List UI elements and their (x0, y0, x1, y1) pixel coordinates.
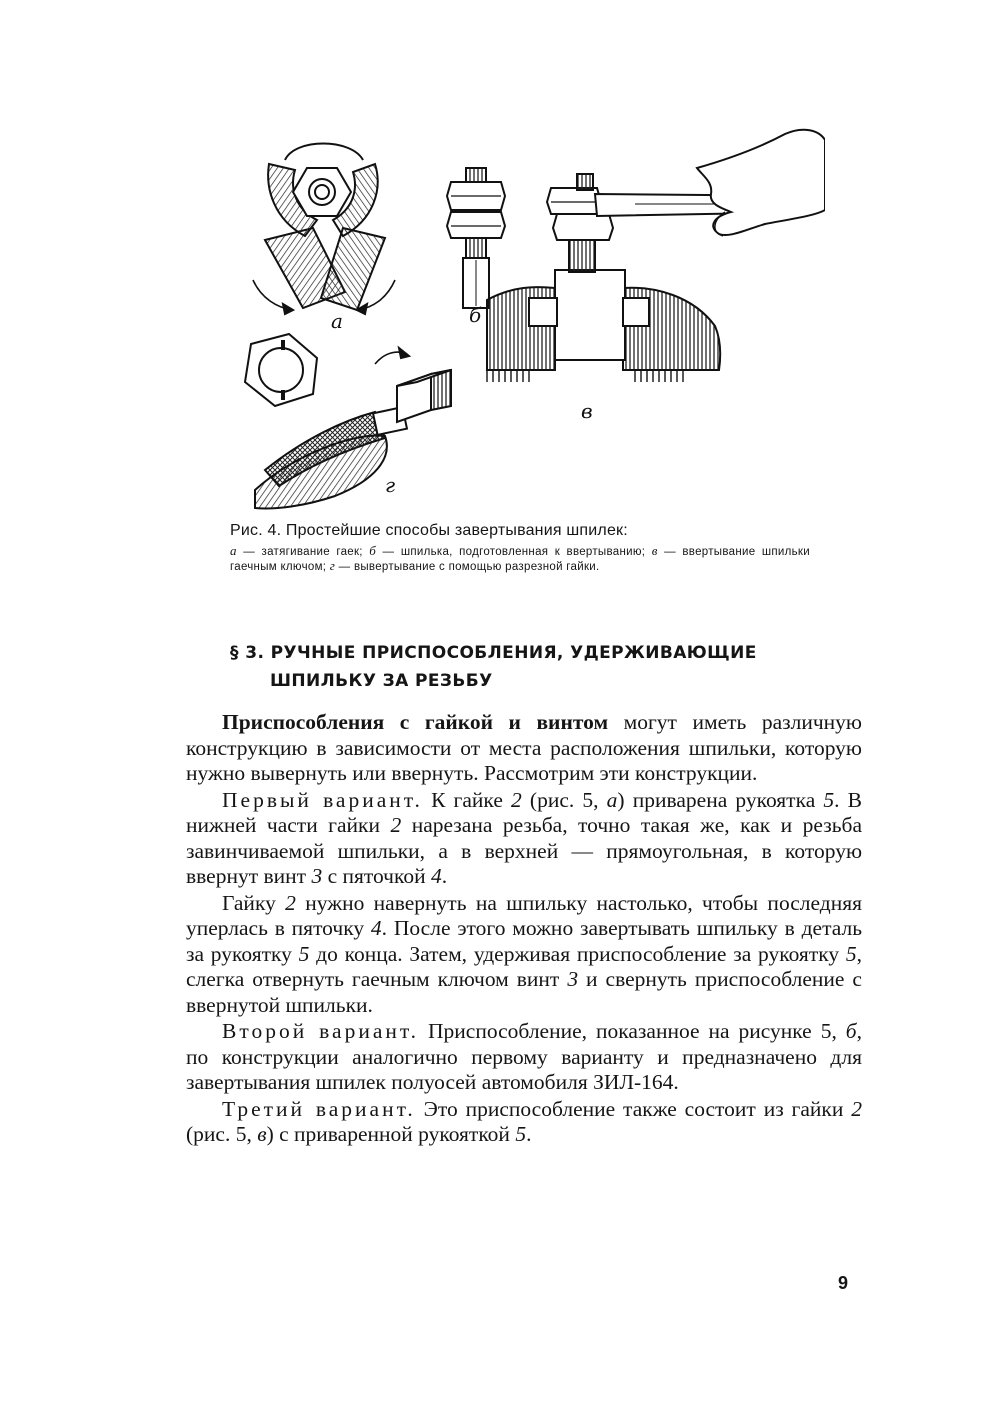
paragraph-2-text-5: нарезана резьба, точно такая же, как и резьба завинчиваемой шпильки, а в верхней — прямоугольная, в которую ввернут винт (186, 813, 862, 888)
paragraph-5-lead: Третий вариант. (222, 1096, 416, 1121)
section-heading-line-2: ШПИЛЬКУ ЗА РЕЗЬБУ (270, 671, 493, 691)
paragraph-3-ref-2: 4 (370, 916, 382, 940)
paragraph-3-text-6: и свернуть приспособление с ввернутой шпильки. (186, 967, 862, 1017)
legend-key-b: б (369, 543, 377, 558)
figure-label-v: в (581, 399, 593, 423)
paragraph-4 (186, 1019, 862, 1096)
paragraph-1-lead: Приспособления с гайкой и винтом (222, 710, 609, 734)
paragraph-2-lead: Первый вариант. (222, 787, 423, 812)
paragraph-2-text-2: (рис. 5, (521, 787, 607, 812)
paragraph-2-text-4: . В нижней части гайки (186, 787, 862, 837)
figure-part-v-wrench-screwing (487, 130, 825, 382)
figure-part-g-split-nut (245, 334, 451, 509)
paragraph-2-ref-3: 5 (823, 787, 835, 812)
paragraph-2-text-6: с пяточкой (322, 864, 431, 888)
figure-label-b: б (469, 303, 482, 327)
paragraph-4-lead: Второй вариант. (222, 1019, 420, 1043)
figure-label-g: г (385, 473, 396, 497)
legend-key-a: а (230, 543, 237, 558)
paragraph-2-ref-4: 2 (390, 813, 402, 837)
paragraph-3-text-2: нужно навернуть на шпильку настолько, чтобы последняя уперлась в пяточку (186, 890, 862, 940)
page-number: 9 (838, 1273, 849, 1293)
paragraph-5-ref-3: 5 (515, 1122, 527, 1146)
figure-4-illustration (225, 120, 825, 510)
paragraph-3 (186, 891, 862, 1019)
figure-part-a-wrenches (253, 144, 395, 315)
paragraph-5-text-2: (рис. 5, (186, 1122, 258, 1146)
paragraph-5-text-4: . (526, 1122, 532, 1146)
paragraph-4-text-1: Приспособление, показанное на рисунке 5, (419, 1019, 846, 1043)
legend-text-b: — шпилька, подготовленная к ввертыванию; (376, 546, 652, 558)
paragraph-2-text-3: ) приварена рукоятка (617, 787, 824, 812)
caption-title: Рис. 4. Простейшие способы завертывания шпилек: (230, 522, 628, 539)
paragraph-3-text-1: Гайку (222, 890, 286, 915)
paragraph-2-ref-5: 3 (311, 864, 323, 888)
paragraph-3-text-3: . После этого можно завертывать шпильку в деталь за рукоятку (186, 916, 862, 966)
body-text (186, 710, 862, 1148)
paragraph-3-text-5: , слегка отвернуть гаечным ключом винт (186, 941, 862, 991)
paragraph-5 (186, 1097, 862, 1148)
paragraph-5-ref-1: 2 (851, 1096, 862, 1121)
caption-legend (230, 544, 810, 574)
paragraph-3-ref-1: 2 (285, 890, 296, 915)
paragraph-3-ref-5: 3 (567, 967, 579, 991)
paragraph-2-ref-2: а (606, 787, 618, 812)
legend-key-g: г (329, 558, 336, 573)
legend-text-v: — ввертывание шпильки гаечным ключом; (230, 546, 810, 573)
paragraph-1 (186, 710, 862, 787)
section-heading-line-1: § 3. РУЧНЫЕ ПРИСПОСОБЛЕНИЯ, УДЕРЖИВАЮЩИЕ (230, 643, 757, 663)
figure-label-a: а (331, 309, 343, 333)
legend-key-v: в (651, 543, 658, 558)
paragraph-2-ref-1: 2 (511, 787, 522, 812)
paragraph-4-ref-1: б (845, 1019, 857, 1043)
legend-text-g: — вывертывание с помощью разрезной гайки. (335, 561, 600, 573)
legend-text-a: — затягивание гаек; (236, 546, 370, 558)
paragraph-3-ref-3: 5 (298, 941, 310, 966)
figure-caption (230, 521, 810, 574)
paragraph-1-text: могут иметь различную конструкцию в зависимости от места расположения шпильки, которую нужно вывернуть или ввернуть. Рассмотрим эти конструкции. (186, 710, 862, 785)
paragraph-5-text-1: Это приспособление также состоит из гайки (415, 1096, 852, 1121)
paragraph-2-ref-6: 4 (430, 864, 442, 888)
paragraph-4-text-2: , по конструкции аналогично первому варианту и предназначено для завертывания шпилек полуосей автомобиля ЗИЛ-164. (186, 1019, 862, 1094)
paragraph-2 (186, 788, 862, 890)
paragraph-5-ref-2: в (257, 1122, 267, 1146)
figure-part-b-stud (447, 168, 505, 308)
paragraph-3-text-4: до конца. Затем, удерживая приспособление за рукоятку (309, 941, 846, 966)
paragraph-2-text-7: . (441, 864, 448, 888)
paragraph-3-ref-4: 5 (845, 941, 857, 966)
paragraph-2-text-1: К гайке (422, 787, 512, 812)
paragraph-5-text-3: ) с приваренной рукояткой (266, 1122, 516, 1146)
section-heading (230, 639, 830, 695)
